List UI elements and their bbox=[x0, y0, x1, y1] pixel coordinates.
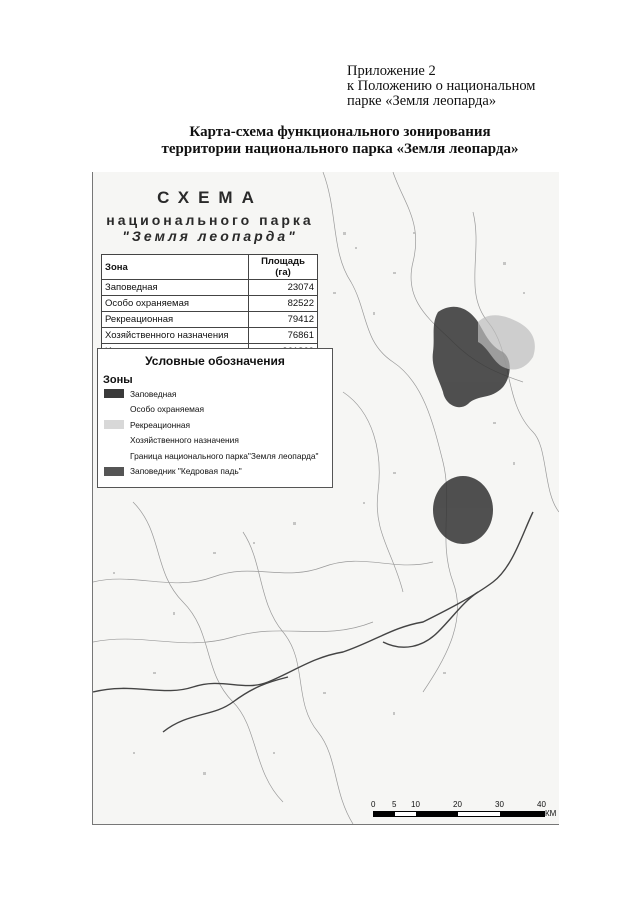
scale-segment bbox=[416, 812, 458, 816]
appendix-line-1: Приложение 2 bbox=[347, 63, 436, 79]
zone-name: Заповедная bbox=[102, 280, 249, 296]
kedrovaya-pad-reserve bbox=[433, 476, 493, 544]
legend-swatch bbox=[104, 467, 124, 476]
zone-name: Рекреационная bbox=[102, 312, 249, 328]
legend-item-label: Особо охраняемая bbox=[130, 404, 205, 415]
document-title bbox=[100, 124, 580, 158]
zone-area: 23074 bbox=[249, 280, 318, 296]
road-line bbox=[93, 622, 373, 643]
schema-title-line-1: СХЕМА bbox=[157, 188, 263, 207]
road-line bbox=[243, 532, 353, 824]
table-row bbox=[102, 296, 318, 312]
legend-item bbox=[98, 464, 332, 480]
scale-segment bbox=[374, 812, 395, 816]
schema-title bbox=[99, 188, 321, 244]
legend-item-label: Заповедник "Кедровая падь" bbox=[130, 466, 242, 477]
legend-title: Условные обозначения bbox=[145, 354, 285, 368]
zone-name: Особо охраняемая bbox=[102, 296, 249, 312]
scale-tick-label: 5 bbox=[392, 800, 397, 809]
legend-item-label: Хозяйственного назначения bbox=[130, 435, 239, 446]
zone-area: 79412 bbox=[249, 312, 318, 328]
legend-item bbox=[98, 433, 332, 449]
legend-item-label: Заповедная bbox=[130, 388, 177, 399]
table-row bbox=[102, 280, 318, 296]
legend-swatch bbox=[104, 405, 124, 414]
appendix-line-3: парке «Земля леопарда» bbox=[347, 93, 497, 109]
zone-name: Хозяйственного назначения bbox=[102, 328, 249, 344]
zone-area: 76861 bbox=[249, 328, 318, 344]
scale-tick-label: 0 bbox=[371, 800, 376, 809]
scale-bar-track bbox=[373, 811, 545, 817]
zoning-map[interactable] bbox=[92, 172, 559, 825]
appendix-line-2: к Положению о национальном bbox=[347, 78, 536, 94]
scale-unit: КМ bbox=[545, 809, 557, 818]
legend-swatch bbox=[104, 420, 124, 429]
legend-item-label: Рекреационная bbox=[130, 419, 191, 430]
appendix-note bbox=[347, 64, 587, 109]
document-title-line-2: территории национального парка «Земля леопарда» bbox=[161, 141, 519, 157]
scale-bar bbox=[373, 800, 555, 822]
legend-item-label: Граница национального парка"Земля леопарда" bbox=[130, 450, 319, 461]
scale-tick-label: 40 bbox=[537, 800, 546, 809]
table-row bbox=[102, 328, 318, 344]
river-line bbox=[163, 677, 288, 732]
legend-item bbox=[98, 386, 332, 402]
schema-title-line-2: национального парка bbox=[106, 212, 314, 228]
road-line bbox=[133, 502, 283, 802]
scale-segment bbox=[500, 812, 544, 816]
scale-tick-label: 30 bbox=[495, 800, 504, 809]
document-title-line-1: Карта-схема функционального зонирования bbox=[189, 124, 491, 140]
zone-area-table bbox=[101, 254, 318, 360]
legend-item bbox=[98, 417, 332, 433]
header-zone: Зона bbox=[102, 255, 249, 280]
schema-title-line-3: "Земля леопарда" bbox=[122, 228, 298, 244]
scale-tick-label: 20 bbox=[453, 800, 462, 809]
legend-swatch bbox=[104, 451, 124, 460]
table-header-row bbox=[102, 255, 318, 280]
road-line bbox=[93, 561, 433, 583]
scale-tick-label: 10 bbox=[411, 800, 420, 809]
map-legend bbox=[97, 348, 333, 488]
zone-area: 82522 bbox=[249, 296, 318, 312]
header-area: Площадь (га) bbox=[249, 255, 318, 280]
legend-section-zones: Зоны bbox=[103, 374, 133, 386]
legend-swatch bbox=[104, 436, 124, 445]
table-row bbox=[102, 312, 318, 328]
legend-item bbox=[98, 448, 332, 464]
legend-item bbox=[98, 402, 332, 418]
legend-swatch bbox=[104, 389, 124, 398]
